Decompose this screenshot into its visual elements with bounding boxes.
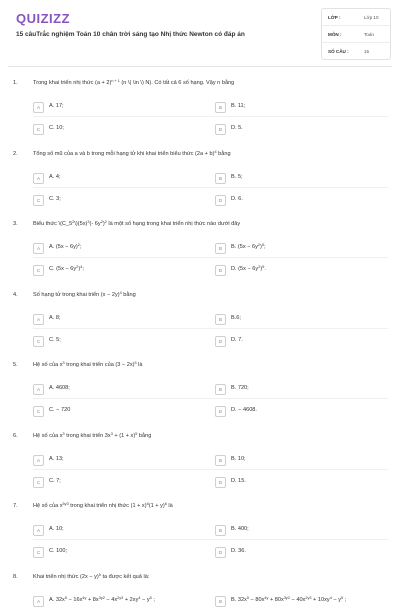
answer-option-d[interactable] [215, 546, 387, 559]
answer-option-d[interactable] [215, 123, 387, 136]
meta-label: MÔN : [328, 31, 342, 37]
question-text: Biểu thức $\backslash(C\_5^2\backslash)(5x)^3(-$ $6y^2)^2$ là một số hạng trong khai triển nhị thức nào dưới đây [33, 220, 241, 227]
option-text: A. 4608; [49, 385, 70, 391]
answer-option-c[interactable] [33, 476, 205, 489]
option-letter-box: A [33, 384, 44, 395]
option-letter-box: D [215, 195, 226, 206]
answer-option-c[interactable] [33, 405, 205, 418]
question-number: 8. [13, 573, 18, 580]
question-text: Trong khai triển nhị thức $(a + 2)^{n + 1}$ (n \( \in \) N). Có tất cả 6 số hạng. Vậy n bằng [33, 79, 235, 86]
option-text: C. − 720 [49, 407, 71, 413]
option-letter-box: C [33, 547, 44, 558]
question-number: 1. [13, 80, 18, 86]
answer-option-d[interactable] [215, 335, 387, 348]
option-text: D. − 4608. [231, 407, 257, 413]
option-text: B. 400; [231, 526, 249, 532]
answer-option-b[interactable] [215, 313, 387, 326]
option-text: B. 5; [231, 173, 243, 180]
question-number: 3. [13, 221, 18, 227]
option-text: B. $32x^5 - 80x^{4y} + 80x^{3y2} - 40x^{2y3} + 10xy^4 - y^5$ ; [231, 595, 347, 603]
answer-option-c[interactable] [33, 194, 205, 207]
option-text: A. $32x^5 - 16x^{4y} + 8x^{3y2} - 4x^{2y3} + 2xy^4 - y^5$ ; [49, 595, 155, 603]
option-text: D. 15. [231, 477, 246, 484]
option-letter-box: D [215, 265, 226, 276]
option-row-divider [33, 398, 388, 399]
option-text: C. 3; [49, 195, 61, 202]
answer-option-c[interactable] [33, 123, 205, 136]
question-text: Hệ số của $x^3$ trong khai triển $3x^3 + (1 + x)^5$ bằng [33, 431, 152, 439]
option-letter-box: B [215, 455, 226, 466]
answer-option-b[interactable] [215, 172, 387, 185]
option-text: C. 7; [49, 477, 61, 484]
answer-option-a[interactable] [33, 101, 205, 114]
option-text: B. 720; [231, 385, 249, 391]
meta-value: 15 [364, 48, 370, 54]
question-number: 7. [13, 503, 18, 509]
option-text: D. 36. [231, 548, 246, 554]
question-number: 4. [13, 291, 18, 298]
question-text: Khai triển nhị thức $(2x - y)^5$ ta được kết quả là: [33, 572, 150, 580]
meta-label: SỐ CÂU : [328, 48, 349, 54]
option-text: C. $(5x - 6y^2)^4$; [49, 265, 84, 272]
meta-row-class [322, 9, 390, 26]
option-letter-box: C [33, 477, 44, 488]
option-text: A. 13; [49, 455, 64, 462]
option-letter-box: A [33, 102, 44, 113]
option-text: A. $(5x - 6y)^2$; [49, 243, 82, 250]
option-letter-box: D [215, 336, 226, 347]
option-text: B. 11; [231, 103, 246, 109]
option-row-divider [33, 257, 388, 258]
option-text: A. 4; [49, 173, 61, 180]
answer-option-a[interactable] [33, 172, 205, 185]
answer-option-b[interactable] [215, 242, 387, 255]
page-title: 15 câuTrắc nghiệm Toán 10 chân trời sáng tạo Nhị thức Newton có đáp án [16, 31, 245, 38]
option-text: A. 8; [49, 314, 61, 321]
option-text: B. $(5x - 6y^2)^5$; [231, 243, 266, 250]
option-row-divider [33, 539, 388, 540]
question-number: 2. [13, 150, 18, 157]
worksheet-header [0, 0, 400, 64]
option-text: B.6; [231, 314, 241, 321]
question-text: Tổng số mũ của a và b trong mỗi hạng tử khi khai triển biểu thức $(2a + b)^4$ bằng [33, 149, 231, 157]
answer-option-d[interactable] [215, 194, 387, 207]
header-divider [8, 66, 392, 67]
meta-value: Toán [364, 31, 374, 37]
meta-row-count [322, 43, 390, 59]
option-letter-box: B [215, 314, 226, 325]
answer-option-b[interactable] [215, 454, 387, 467]
answer-option-d[interactable] [215, 405, 387, 418]
answer-option-b[interactable] [215, 101, 387, 114]
option-text: D. $(5x - 6y^2)^5$. [231, 265, 266, 272]
option-letter-box: A [33, 173, 44, 184]
answer-option-c[interactable] [33, 335, 205, 348]
option-letter-box: D [215, 477, 226, 488]
option-text: A. 10; [49, 526, 64, 532]
meta-label: LỚP : [328, 14, 341, 20]
option-letter-box: D [215, 547, 226, 558]
option-letter-box: D [215, 406, 226, 417]
option-row-divider [33, 116, 388, 117]
question-number: 5. [13, 362, 18, 368]
option-letter-box: D [215, 124, 226, 135]
option-letter-box: C [33, 124, 44, 135]
option-letter-box: B [215, 525, 226, 536]
question-text: Số hạng tử trong khai triển $(x - 2y)^4$ bằng [33, 290, 136, 298]
option-letter-box: A [33, 596, 44, 607]
answer-option-b[interactable] [215, 524, 387, 537]
option-letter-box: A [33, 314, 44, 325]
meta-box [321, 8, 391, 60]
answer-option-c[interactable] [33, 264, 205, 277]
option-row-divider [33, 187, 388, 188]
option-text: C. 10; [49, 125, 64, 131]
answer-option-d[interactable] [215, 264, 387, 277]
option-letter-box: B [215, 384, 226, 395]
option-text: D. 6. [231, 195, 243, 202]
option-letter-box: C [33, 336, 44, 347]
answer-option-a[interactable] [33, 242, 205, 255]
option-letter-box: B [215, 596, 226, 607]
answer-option-a[interactable] [33, 383, 205, 396]
option-letter-box: B [215, 173, 226, 184]
option-text: D. 5. [231, 125, 243, 131]
option-text: A. 17; [49, 103, 64, 109]
question-text: Hệ số của $x^3$ trong khai triển của $(3 - 2x)^5$ là [33, 361, 143, 368]
option-letter-box: C [33, 265, 44, 276]
option-letter-box: A [33, 525, 44, 536]
option-letter-box: B [215, 102, 226, 113]
answer-option-a[interactable] [33, 595, 205, 608]
meta-row-subject [322, 26, 390, 43]
option-letter-box: C [33, 195, 44, 206]
answer-option-b[interactable] [215, 383, 387, 396]
option-text: B. 10; [231, 455, 246, 462]
option-letter-box: B [215, 243, 226, 254]
option-text: C. 100; [49, 548, 68, 554]
option-row-divider [33, 469, 388, 470]
brand-logo: QUIZIZZ [16, 11, 71, 26]
answer-option-a[interactable] [33, 454, 205, 467]
question-number: 6. [13, 432, 18, 439]
answer-option-c[interactable] [33, 546, 205, 559]
option-text: C. 5; [49, 336, 61, 343]
option-letter-box: A [33, 455, 44, 466]
answer-option-d[interactable] [215, 476, 387, 489]
option-letter-box: A [33, 243, 44, 254]
option-text: D. 7. [231, 336, 243, 343]
answer-option-b[interactable] [215, 595, 387, 608]
question-text: Hệ số của $x^{5y3}$ trong khai triển nhị thức $(1 + x)^6(1 + y)^6$ là [33, 502, 173, 509]
option-row-divider [33, 328, 388, 329]
answer-option-a[interactable] [33, 524, 205, 537]
option-letter-box: C [33, 406, 44, 417]
meta-value: Lớp 10 [364, 14, 379, 20]
answer-option-a[interactable] [33, 313, 205, 326]
